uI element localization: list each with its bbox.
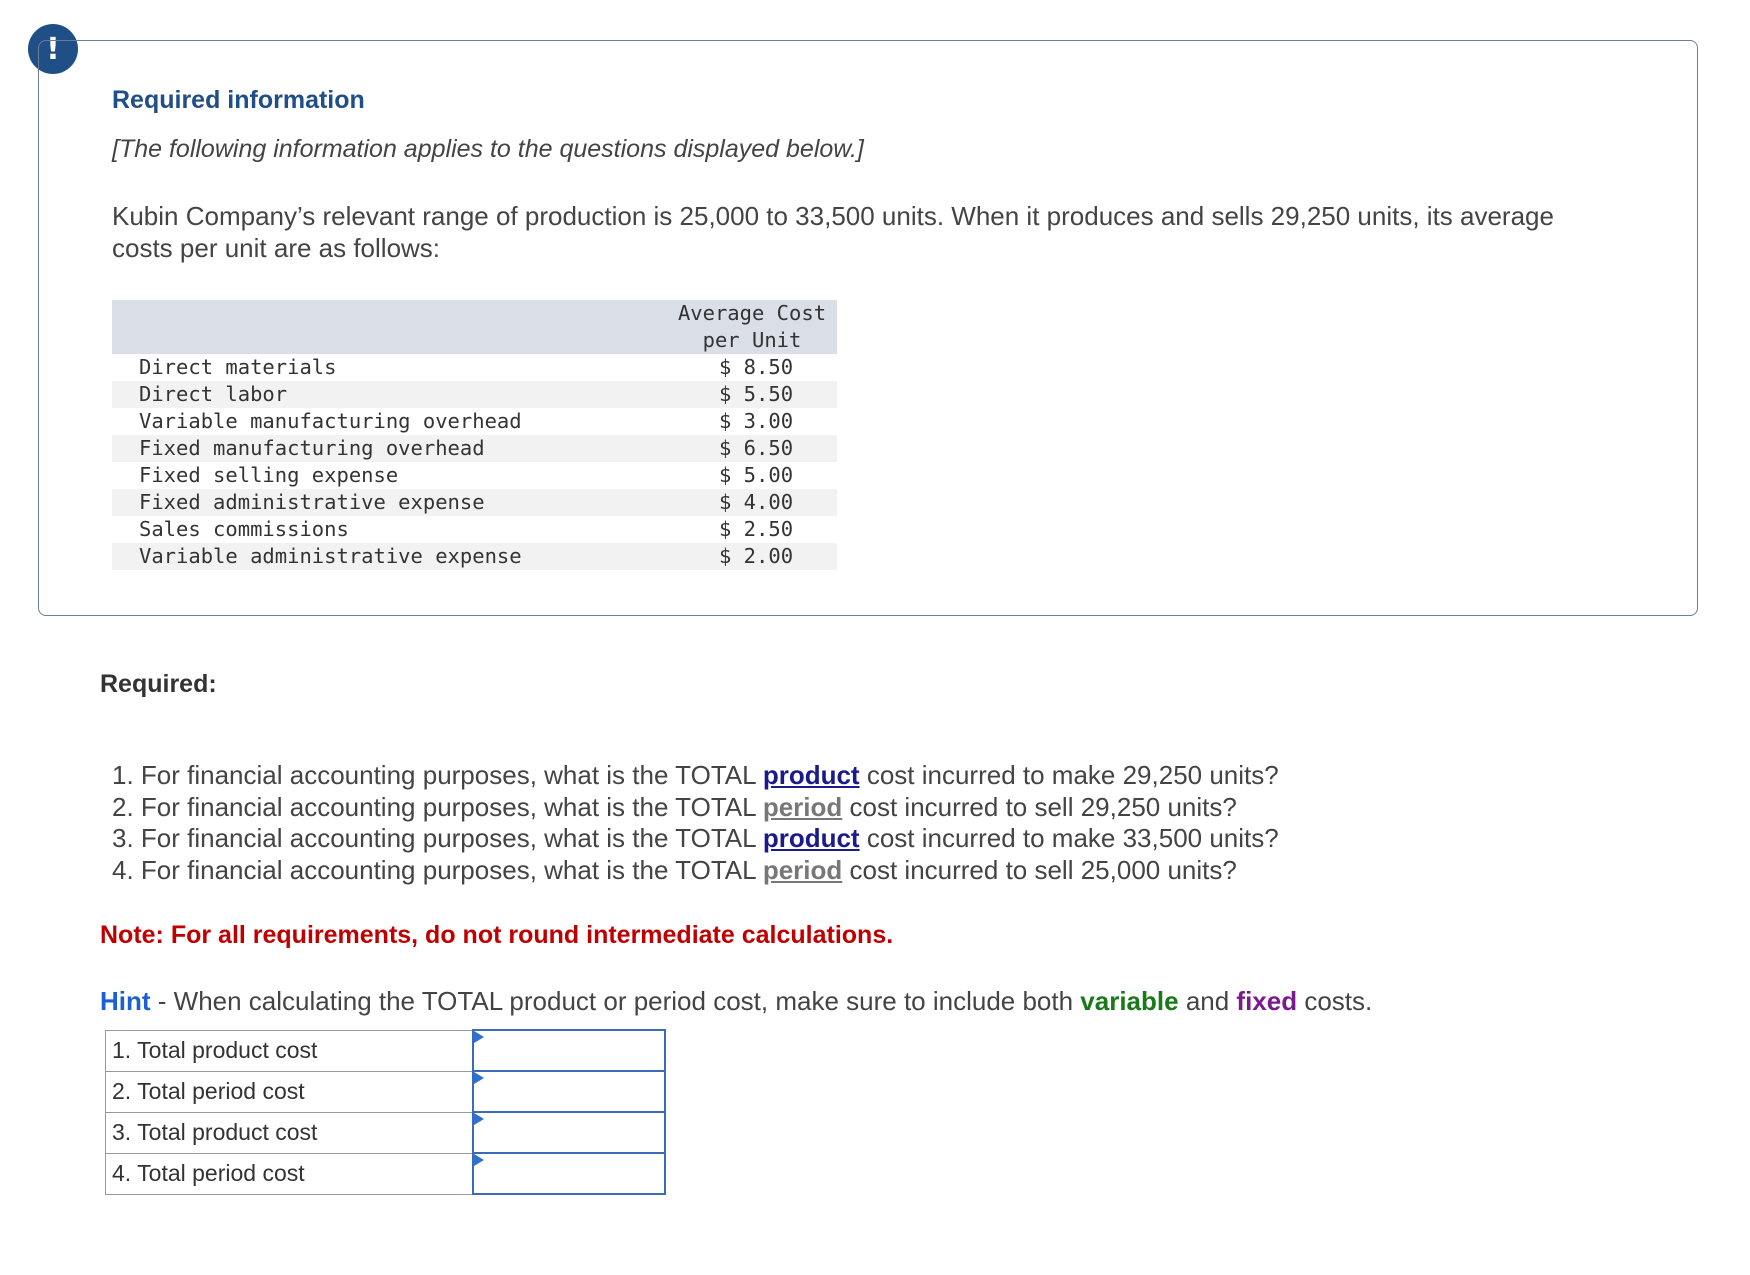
question-item: [112, 823, 1279, 855]
hint-text: [100, 986, 1372, 1017]
answer-label: 1. Total product cost: [106, 1030, 474, 1071]
cost-table-header-label: [112, 300, 667, 354]
answer-label: 3. Total product cost: [106, 1112, 474, 1153]
flag-icon: [474, 1113, 484, 1125]
answer-cell: [473, 1153, 665, 1194]
cost-table: [112, 300, 837, 570]
cost-name: Sales commissions: [139, 517, 349, 541]
header-line-2: per Unit: [702, 328, 802, 352]
cost-value: $ 2.00: [667, 543, 837, 570]
cost-name: Fixed selling expense: [139, 463, 399, 487]
required-information-title: Required information: [112, 86, 365, 114]
table-row: [112, 489, 837, 516]
problem-intro: Kubin Company’s relevant range of production is 25,000 to 33,500 units. When it produces and sells 29,250 units, its average costs per unit are as follows:: [112, 201, 1554, 263]
flag-icon: [474, 1031, 484, 1043]
table-row: [112, 516, 837, 543]
cost-value: $ 6.50: [667, 435, 837, 462]
answer-cell: [473, 1112, 665, 1153]
cost-table-header-value: [667, 300, 837, 354]
product-glossary-link[interactable]: product: [762, 823, 860, 853]
cost-table-header: [112, 300, 837, 354]
hint-variable: variable: [1080, 986, 1179, 1016]
hint-and: and: [1178, 986, 1237, 1016]
answer-cell: [473, 1030, 665, 1071]
period-glossary-link[interactable]: period: [762, 791, 843, 822]
rounding-note: Note: For all requirements, do not round intermediate calculations.: [100, 921, 894, 949]
cost-name: Fixed manufacturing overhead: [112, 435, 667, 462]
question-item: [112, 855, 1279, 887]
cost-name: Direct materials: [139, 355, 337, 379]
answer-row: [106, 1071, 666, 1112]
answer-row: [106, 1112, 666, 1153]
cost-value: $ 4.00: [667, 489, 837, 516]
question-text: 4. For financial accounting purposes, what is the TOTAL: [112, 854, 763, 885]
answer-table: [105, 1029, 666, 1195]
flag-icon: [474, 1154, 484, 1166]
required-label: Required:: [100, 670, 217, 698]
total-product-cost-input-1[interactable]: [474, 1032, 664, 1069]
cost-name: Variable manufacturing overhead: [139, 409, 522, 433]
cost-value: $ 8.50: [719, 355, 794, 379]
period-glossary-link[interactable]: period: [762, 854, 843, 885]
flag-icon: [474, 1072, 484, 1084]
answer-label: 4. Total period cost: [106, 1153, 474, 1194]
alert-icon: !: [28, 24, 78, 74]
question-text: 2. For financial accounting purposes, what is the TOTAL: [112, 791, 763, 822]
cost-value: $ 2.50: [719, 517, 794, 541]
question-item: [112, 760, 1279, 792]
answer-label: 2. Total period cost: [106, 1071, 474, 1112]
cost-value: $ 5.50: [667, 381, 837, 408]
answer-row: [106, 1153, 666, 1194]
cost-name: Fixed administrative expense: [112, 489, 667, 516]
cost-name: Variable administrative expense: [112, 543, 667, 570]
question-text: cost incurred to make 33,500 units?: [859, 823, 1279, 853]
total-product-cost-input-3[interactable]: [474, 1114, 664, 1151]
question-text: cost incurred to sell 25,000 units?: [842, 854, 1237, 885]
question-text: 3. For financial accounting purposes, what is the TOTAL: [112, 823, 763, 853]
applies-note: [The following information applies to the questions displayed below.]: [112, 135, 864, 163]
hint-fixed: fixed: [1236, 986, 1298, 1016]
table-row: [112, 381, 837, 408]
total-period-cost-input-4[interactable]: [474, 1155, 664, 1192]
question-item: [112, 792, 1279, 824]
answer-cell: [473, 1071, 665, 1112]
question-text: cost incurred to make 29,250 units?: [859, 760, 1279, 790]
header-line-1: Average Cost: [677, 301, 827, 325]
total-period-cost-input-2[interactable]: [474, 1073, 664, 1110]
question-list: [112, 760, 1279, 886]
table-row: [112, 435, 837, 462]
product-glossary-link[interactable]: product: [762, 760, 860, 790]
cost-name: Direct labor: [112, 381, 667, 408]
cost-value: $ 5.00: [719, 463, 794, 487]
cost-value: $ 3.00: [719, 409, 794, 433]
hint-end: costs.: [1297, 986, 1373, 1016]
question-text: 1. For financial accounting purposes, what is the TOTAL: [112, 760, 763, 790]
question-text: cost incurred to sell 29,250 units?: [842, 791, 1237, 822]
hint-body: - When calculating the TOTAL product or period cost, make sure to include both: [150, 986, 1081, 1016]
hint-label: Hint: [100, 986, 151, 1016]
table-row: [112, 408, 837, 435]
table-row: [112, 543, 837, 570]
table-row: [112, 354, 837, 381]
answer-row: [106, 1030, 666, 1071]
table-row: [112, 462, 837, 489]
